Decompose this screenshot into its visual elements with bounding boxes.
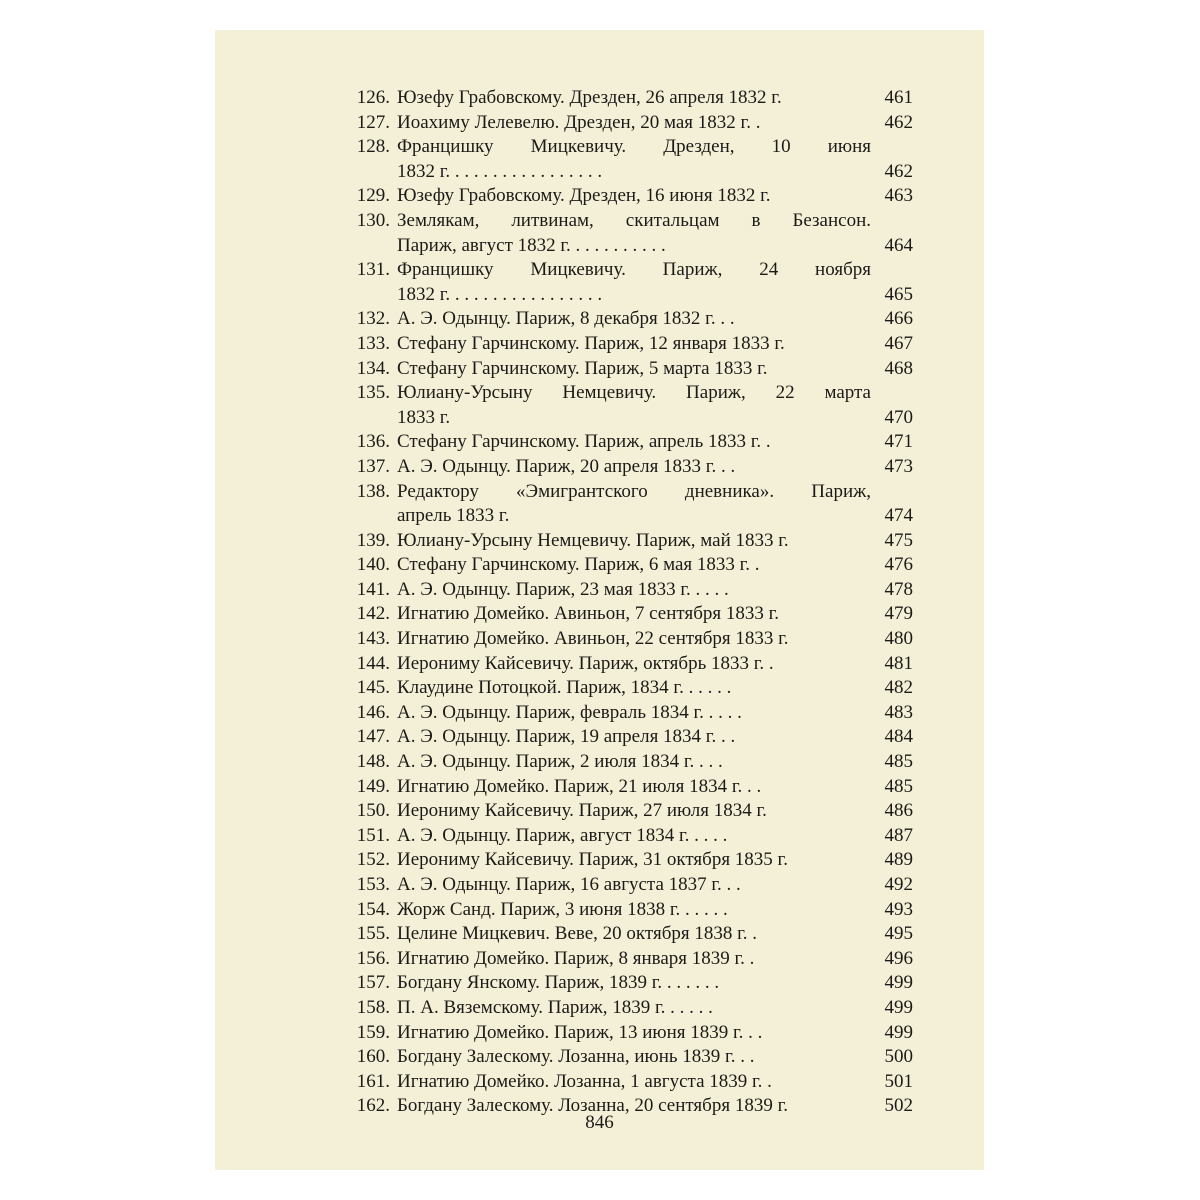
entry-title-line: Стефану Гарчинскому. Париж, апрель 1833 г. .: [397, 431, 771, 453]
entry-page-number: 499: [884, 996, 913, 1018]
entry-number: 152.: [356, 849, 390, 871]
toc-entry: [343, 529, 913, 554]
toc-entry: [343, 602, 913, 627]
entry-page-number: 462: [884, 111, 913, 133]
entry-title: [390, 971, 913, 996]
entry-page-number: 484: [884, 726, 913, 748]
entry-title: [390, 332, 913, 357]
entry-title-line: Игнатию Домейко. Авиньон, 7 сентября 1833 г.: [397, 603, 780, 625]
entry-title-line: А. Э. Одынцу. Париж, 20 апреля 1833 г. . .: [397, 455, 736, 477]
entry-title-line: Юзефу Грабовскому. Дрезден, 16 июня 1832 г.: [397, 185, 771, 207]
entry-number: 126.: [356, 87, 390, 108]
entry-title-line: 1832 г. . . . . . . . . . . . . . . . .: [397, 283, 603, 305]
entry-page-number: 461: [884, 87, 913, 108]
toc-entry: [343, 553, 913, 578]
toc-entry: [343, 824, 913, 849]
entry-title: [390, 750, 913, 775]
entry-title-line: Землякам, литвинам, скитальцам в Безансон.: [397, 209, 871, 231]
entry-title: [390, 578, 913, 603]
entry-title: [390, 135, 913, 184]
entry-page-number: 475: [884, 529, 913, 551]
toc-entry: [343, 258, 913, 307]
entry-page-number: 480: [884, 628, 913, 650]
toc-entry: [343, 135, 913, 184]
entry-title-line: Жорж Санд. Париж, 3 июня 1838 г. . . . . .: [397, 898, 728, 920]
entry-number: 139.: [356, 529, 390, 551]
entry-number: 155.: [356, 923, 390, 945]
entry-title: [390, 1045, 913, 1070]
entry-number: 128.: [356, 136, 390, 158]
entry-title: [390, 184, 913, 209]
entry-title-line: Игнатию Домейко. Париж, 21 июля 1834 г. . .: [397, 775, 762, 797]
entry-number: 162.: [356, 1095, 390, 1117]
entry-page-number: 481: [884, 652, 913, 674]
toc-entry: [343, 357, 913, 382]
entry-title-line: Иерониму Кайсевичу. Париж, октябрь 1833 г. .: [397, 652, 774, 674]
entry-number: 132.: [356, 308, 390, 330]
book-page: [215, 30, 984, 1170]
entry-page-number: 462: [884, 160, 913, 182]
entry-page-number: 499: [884, 1021, 913, 1043]
entry-title-line: Юлиану-Урсыну Немцевичу. Париж, май 1833 г.: [397, 529, 789, 551]
entry-number: 154.: [356, 898, 390, 920]
entry-title-line: Иерониму Кайсевичу. Париж, 27 июля 1834 г.: [397, 800, 767, 822]
entry-title: [390, 602, 913, 627]
entry-title-line: Францишку Мицкевичу. Дрезден, 10 июня: [397, 136, 871, 158]
toc-entry: [343, 848, 913, 873]
entry-number: 141.: [356, 578, 390, 600]
entry-title: [390, 1070, 913, 1095]
toc-entry: [343, 676, 913, 701]
entry-title: [390, 799, 913, 824]
entry-number: 145.: [356, 677, 390, 699]
entry-page-number: 474: [884, 505, 913, 527]
toc-entry: [343, 799, 913, 824]
entry-title-line: Францишку Мицкевичу. Париж, 24 ноября: [397, 259, 871, 281]
entry-number: 140.: [356, 554, 390, 576]
entry-title-line: 1832 г. . . . . . . . . . . . . . . . .: [397, 160, 603, 182]
entry-page-number: 463: [884, 185, 913, 207]
entry-page-number: 499: [884, 972, 913, 994]
entry-title: [390, 701, 913, 726]
toc-entry: [343, 996, 913, 1021]
entry-title: [390, 455, 913, 480]
entry-number: 133.: [356, 332, 390, 354]
entry-number: 161.: [356, 1070, 390, 1092]
entry-title: [390, 996, 913, 1021]
entry-number: 142.: [356, 603, 390, 625]
entry-number: 127.: [356, 111, 390, 133]
entry-title-line: Стефану Гарчинскому. Париж, 6 мая 1833 г. .: [397, 554, 760, 576]
entry-title-line: Богдану Янскому. Париж, 1839 г. . . . . . .: [397, 972, 720, 994]
entry-title: [390, 111, 913, 136]
toc-entry: [343, 947, 913, 972]
entry-title-line: Целине Мицкевич. Веве, 20 октября 1838 г. .: [397, 923, 757, 945]
toc-entry: [343, 750, 913, 775]
toc-entry: [343, 578, 913, 603]
entry-title-line: А. Э. Одынцу. Париж, 19 апреля 1834 г. . .: [397, 726, 736, 748]
entry-title-line: Игнатию Домейко. Париж, 13 июня 1839 г. . .: [397, 1021, 763, 1043]
entry-title-line: Богдану Залескому. Лозанна, июнь 1839 г. . .: [397, 1046, 755, 1068]
entry-title-line: Игнатию Домейко. Лозанна, 1 августа 1839 г. .: [397, 1070, 772, 1092]
entry-page-number: 487: [884, 824, 913, 846]
entry-title-line: А. Э. Одынцу. Париж, 8 декабря 1832 г. . .: [397, 308, 735, 330]
entry-title-line: Богдану Залескому. Лозанна, 20 сентября 1839 г.: [397, 1095, 788, 1117]
toc-entry: [343, 775, 913, 800]
entry-page-number: 485: [884, 775, 913, 797]
entry-title-line: Иоахиму Лелевелю. Дрезден, 20 мая 1832 г. .: [397, 111, 761, 133]
entry-title: [390, 307, 913, 332]
entry-title: [390, 848, 913, 873]
entry-title: [390, 725, 913, 750]
toc-entry: [343, 725, 913, 750]
entry-title-line: Клаудине Потоцкой. Париж, 1834 г. . . . . .: [397, 677, 732, 699]
entry-number: 137.: [356, 455, 390, 477]
toc-entry: [343, 455, 913, 480]
entry-page-number: 492: [884, 874, 913, 895]
entry-title-line: А. Э. Одынцу. Париж, 2 июля 1834 г. . . .: [397, 751, 723, 773]
entry-number: 129.: [356, 185, 390, 207]
toc-entry: [343, 898, 913, 923]
entry-page-number: 473: [884, 455, 913, 477]
entry-page-number: 478: [884, 578, 913, 600]
entry-title: [390, 922, 913, 947]
entry-title-line: А. Э. Одынцу. Париж, 16 августа 1837 г. . .: [397, 874, 741, 895]
entry-title-line: Игнатию Домейко. Авиньон, 22 сентября 1833 г.: [397, 628, 789, 650]
toc-entry: [343, 922, 913, 947]
entry-number: 147.: [356, 726, 390, 748]
toc-entry: [343, 480, 913, 529]
toc-entry: [343, 86, 913, 111]
entry-page-number: 496: [884, 947, 913, 969]
entry-page-number: 495: [884, 923, 913, 945]
entry-title: [390, 652, 913, 677]
entry-title-line: А. Э. Одынцу. Париж, 23 мая 1833 г. . . . .: [397, 578, 729, 600]
entry-title: [390, 824, 913, 849]
entry-page-number: 464: [884, 234, 913, 256]
entry-page-number: 493: [884, 898, 913, 920]
entry-title: [390, 775, 913, 800]
entry-page-number: 502: [884, 1095, 913, 1117]
toc-entry: [343, 701, 913, 726]
entry-title-line: А. Э. Одынцу. Париж, февраль 1834 г. . . . .: [397, 701, 742, 723]
entry-page-number: 468: [884, 357, 913, 379]
entry-title-line: А. Э. Одынцу. Париж, август 1834 г. . . . .: [397, 824, 728, 846]
entry-page-number: 467: [884, 332, 913, 354]
entry-number: 159.: [356, 1021, 390, 1043]
toc-entry: [343, 332, 913, 357]
toc-entry: [343, 430, 913, 455]
entry-title: [390, 947, 913, 972]
entry-number: 150.: [356, 800, 390, 822]
toc-entry: [343, 1045, 913, 1070]
entry-title: [390, 258, 913, 307]
entry-title-line: П. А. Вяземскому. Париж, 1839 г. . . . . .: [397, 996, 713, 1018]
entry-title-line: 1833 г.: [397, 406, 451, 428]
entry-page-number: 483: [884, 701, 913, 723]
entry-page-number: 489: [884, 849, 913, 871]
toc-entry: [343, 184, 913, 209]
entry-number: 143.: [356, 628, 390, 650]
entry-number: 130.: [356, 209, 390, 231]
entry-page-number: 500: [884, 1046, 913, 1068]
entry-number: 149.: [356, 775, 390, 797]
entry-title-line: Стефану Гарчинскому. Париж, 5 марта 1833 г.: [397, 357, 768, 379]
entry-title: [390, 209, 913, 258]
entry-page-number: 482: [884, 677, 913, 699]
entry-number: 146.: [356, 701, 390, 723]
entry-title: [390, 430, 913, 455]
entry-number: 151.: [356, 824, 390, 846]
entry-title-line: Стефану Гарчинскому. Париж, 12 января 1833 г.: [397, 332, 785, 354]
entry-number: 158.: [356, 996, 390, 1018]
toc-entry: [343, 627, 913, 652]
toc-entry: [343, 307, 913, 332]
entry-title: [390, 873, 913, 898]
entry-page-number: 501: [884, 1070, 913, 1092]
toc-entry: [343, 873, 913, 898]
entry-title-line: Игнатию Домейко. Париж, 8 января 1839 г. .: [397, 947, 755, 969]
entry-number: 144.: [356, 652, 390, 674]
entry-title: [390, 676, 913, 701]
entry-number: 136.: [356, 431, 390, 453]
entry-page-number: 466: [884, 308, 913, 330]
entry-title: [390, 1021, 913, 1046]
toc-entry: [343, 652, 913, 677]
entry-title: [390, 480, 913, 529]
entry-title: [390, 627, 913, 652]
entry-title-line: апрель 1833 г.: [397, 505, 510, 527]
entry-number: 160.: [356, 1046, 390, 1068]
page-number: 846: [585, 1112, 614, 1133]
entry-number: 157.: [356, 972, 390, 994]
entry-page-number: 470: [884, 406, 913, 428]
entry-number: 138.: [356, 480, 390, 502]
entry-title: [390, 529, 913, 554]
table-of-contents: [343, 86, 913, 1119]
entry-title-line: Юлиану-Урсыну Немцевичу. Париж, 22 марта: [397, 382, 871, 404]
toc-entry: [343, 971, 913, 996]
entry-title-line: Париж, август 1832 г. . . . . . . . . . .: [397, 234, 666, 256]
entry-number: 148.: [356, 751, 390, 773]
toc-entry: [343, 1021, 913, 1046]
entry-title: [390, 357, 913, 382]
entry-page-number: 479: [884, 603, 913, 625]
entry-number: 135.: [356, 382, 390, 404]
entry-title: [390, 553, 913, 578]
entry-page-number: 485: [884, 751, 913, 773]
entry-number: 153.: [356, 874, 390, 895]
entry-page-number: 476: [884, 554, 913, 576]
entry-page-number: 465: [884, 283, 913, 305]
entry-title: [390, 381, 913, 430]
entry-title-line: Иерониму Кайсевичу. Париж, 31 октября 1835 г.: [397, 849, 788, 871]
entry-title-line: Юзефу Грабовскому. Дрезден, 26 апреля 1832 г.: [397, 87, 782, 108]
toc-entry: [343, 209, 913, 258]
entry-title-line: Редактору «Эмигрантского дневника». Париж,: [397, 480, 871, 502]
toc-entry: [343, 1070, 913, 1095]
entry-title: [390, 898, 913, 923]
entry-page-number: 471: [884, 431, 913, 453]
entry-number: 156.: [356, 947, 390, 969]
entry-title: [390, 86, 913, 111]
entry-number: 134.: [356, 357, 390, 379]
toc-entry: [343, 381, 913, 430]
entry-number: 131.: [356, 259, 390, 281]
entry-page-number: 486: [884, 800, 913, 822]
toc-entry: [343, 111, 913, 136]
